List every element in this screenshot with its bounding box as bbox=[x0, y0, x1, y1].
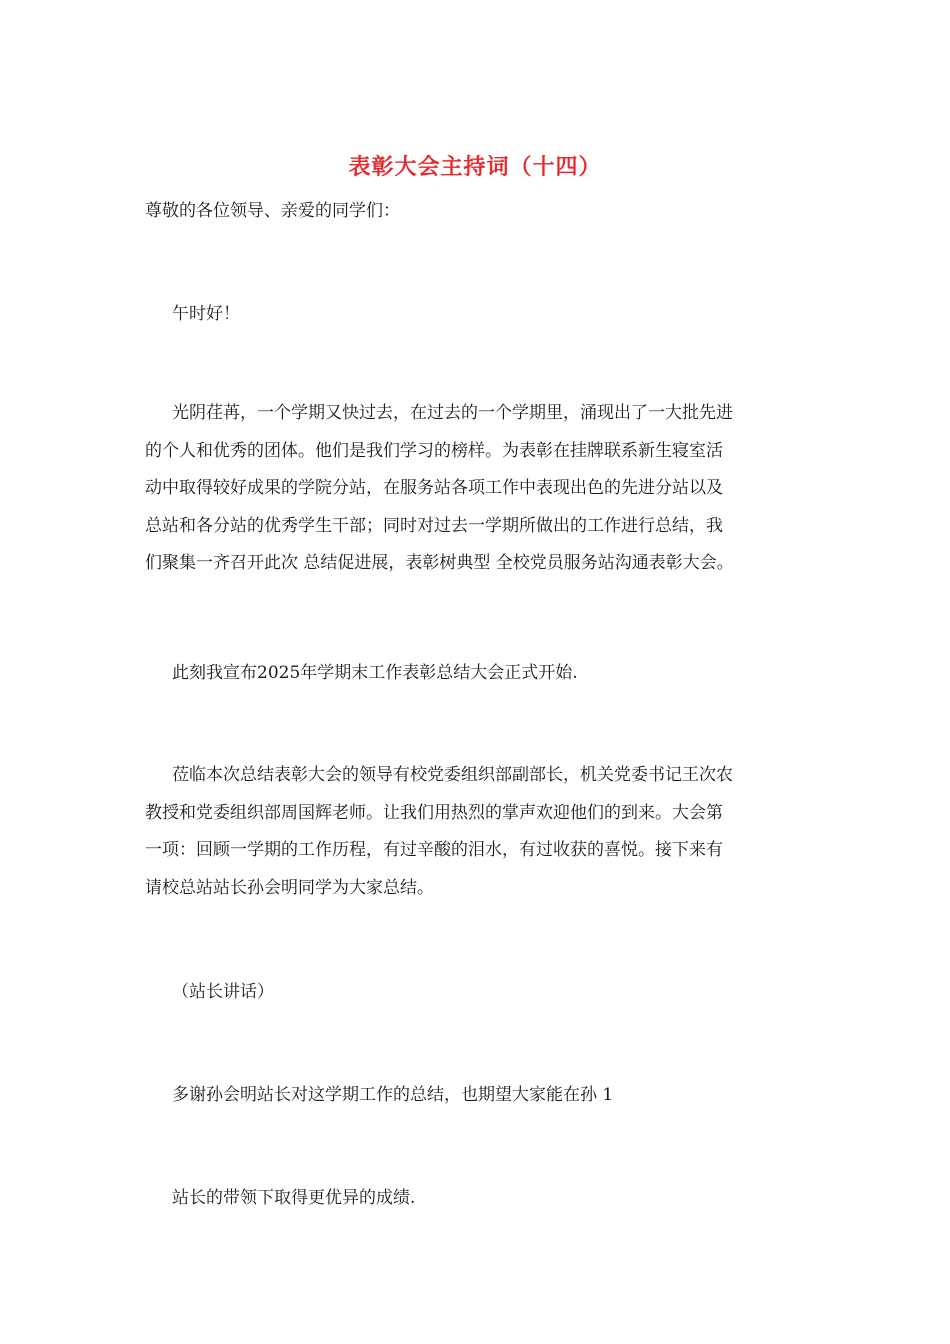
paragraph-thanks: 多谢孙会明站长对这学期工作的总结，也期望大家能在孙 1 bbox=[172, 1085, 614, 1105]
paragraph-line: 的个人和优秀的团体。他们是我们学习的榜样。为表彰在挂牌联系新生寝室活 bbox=[145, 440, 723, 461]
paragraph-closing: 站长的带领下取得更优异的成绩. bbox=[172, 1188, 416, 1208]
salutation: 尊敬的各位领导、亲爱的同学们： bbox=[145, 201, 400, 221]
paragraph-announcement: 此刻我宣布2025年学期末工作表彰总结大会正式开始. bbox=[172, 663, 578, 683]
paragraph-leaders bbox=[145, 757, 805, 907]
paragraph-line: 请校总站站长孙会明同学为大家总结。 bbox=[145, 877, 434, 898]
paragraph-line: 光阴荏苒，一个学期又快过去，在过去的一个学期里，涌现出了一大批先进 bbox=[172, 403, 733, 423]
paragraph-line: 们聚集一齐召开此次 总结促进展，表彰树典型 全校党员服务站沟通表彰大会。 bbox=[145, 553, 734, 573]
greeting: 午时好！ bbox=[172, 304, 240, 324]
paragraph-line: 教授和党委组织部周国辉老师。让我们用热烈的掌声欢迎他们的到来。大会第 bbox=[145, 802, 723, 823]
paragraph-intro bbox=[145, 395, 805, 583]
paragraph-line: 总站和各分站的优秀学生干部；同时对过去一学期所做出的工作进行总结，我 bbox=[145, 515, 723, 536]
paragraph-line: 莅临本次总结表彰大会的领导有校党委组织部副部长，机关党委书记王次农 bbox=[172, 765, 733, 785]
paragraph-line: 一项：回顾一学期的工作历程，有过辛酸的泪水，有过收获的喜悦。接下来有 bbox=[145, 840, 723, 860]
document-title: 表彰大会主持词（十四） bbox=[348, 154, 602, 180]
paragraph-line: 动中取得较好成果的学院分站，在服务站各项工作中表现出色的先进分站以及 bbox=[145, 478, 723, 498]
paragraph-stage-note: （站长讲话） bbox=[172, 982, 274, 1002]
